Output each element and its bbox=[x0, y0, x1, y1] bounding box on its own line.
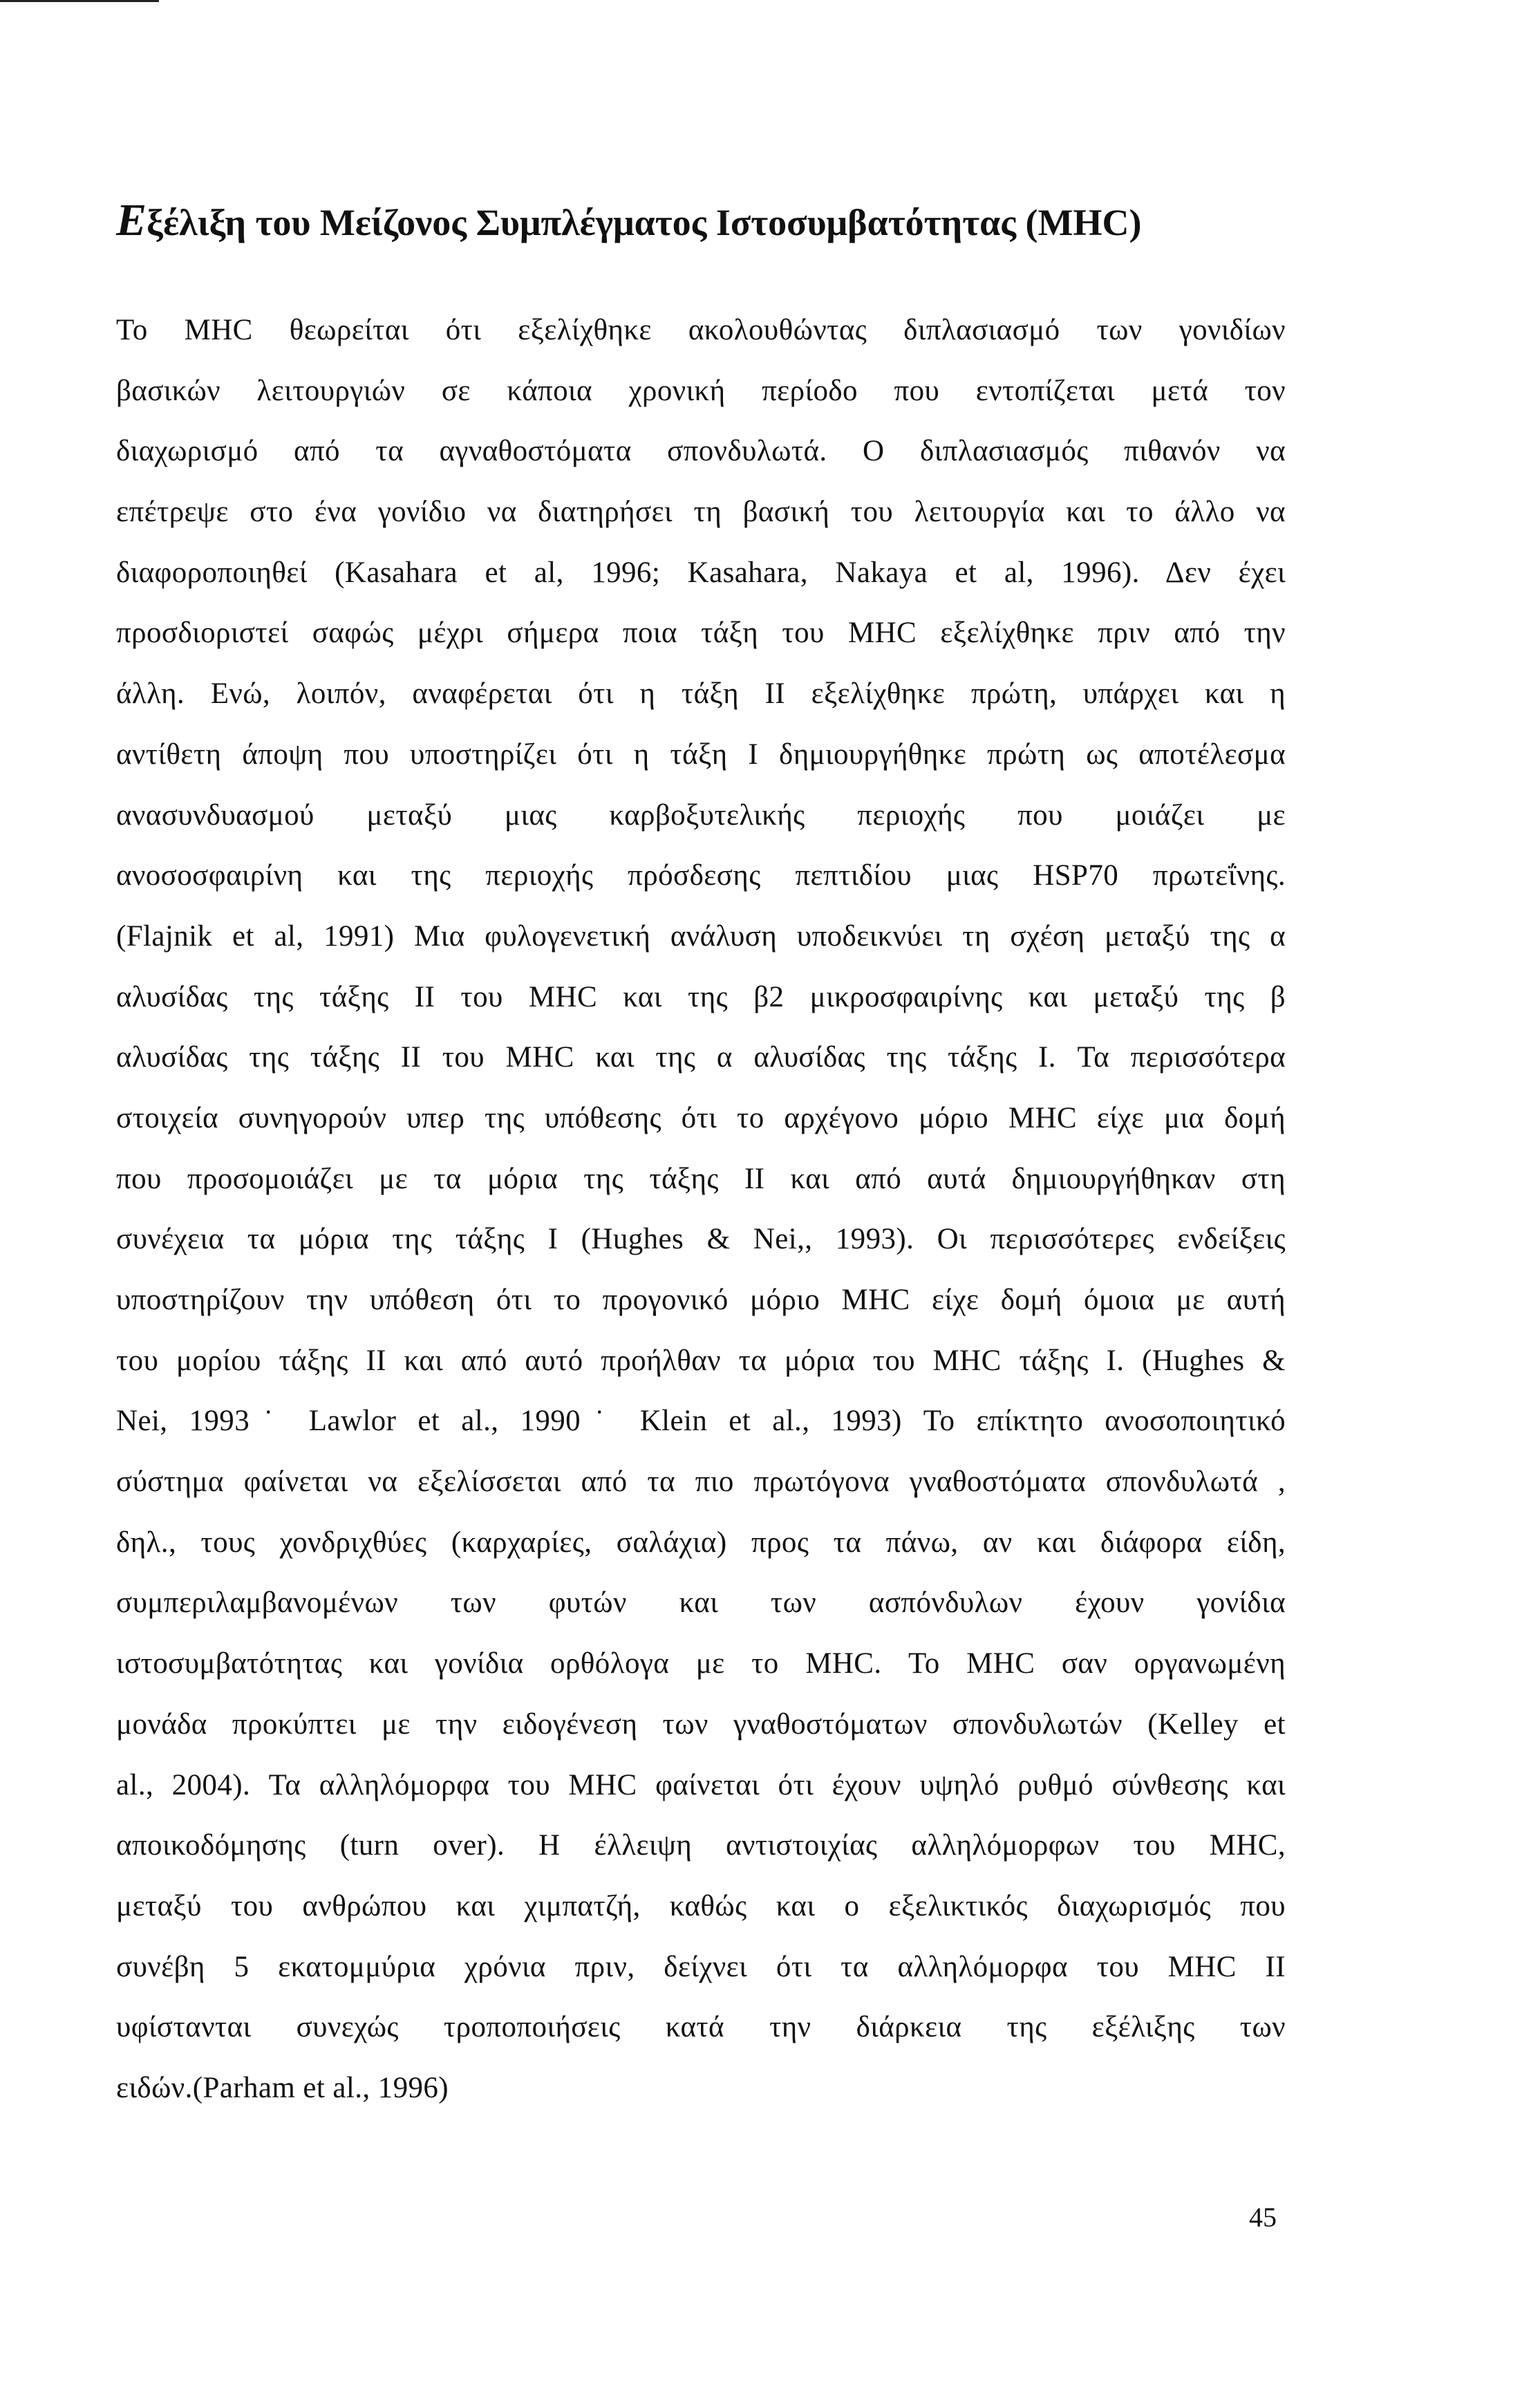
body-line: συνέχεια τα μόρια της τάξης I (Hughes & Nei,, 1993). Οι περισσότερες ενδείξεις bbox=[116, 1223, 1286, 1256]
body-line: προσδιοριστεί σαφώς μέχρι σήμερα ποια τάξη του MHC εξελίχθηκε πριν από την bbox=[116, 617, 1286, 650]
body-line: al., 2004). Τα αλληλόμορφα του MHC φαίνεται ότι έχουν υψηλό ρυθμό σύνθεσης και bbox=[116, 1768, 1286, 1801]
body-line: διαχωρισμό από τα αγναθοστόματα σπονδυλωτά. Ο διπλασιασμός πιθανόν να bbox=[116, 435, 1286, 468]
section-heading bbox=[116, 195, 1142, 245]
body-line: αποικοδόμησης (turn over). Η έλλειψη αντιστοιχίας αλληλόμορφων του MHC, bbox=[116, 1829, 1286, 1862]
page-number: 45 bbox=[1249, 2202, 1277, 2233]
body-line: Το ΜΗC θεωρείται ότι εξελίχθηκε ακολουθώντας διπλασιασμό των γονιδίων bbox=[116, 314, 1286, 346]
body-line: αλυσίδας της τάξης II του MHC και της β2 μικροσφαιρίνης και μεταξύ της β bbox=[116, 980, 1286, 1013]
body-line: μεταξύ του ανθρώπου και χιμπατζή, καθώς και ο εξελικτικός διαχωρισμός που bbox=[116, 1889, 1286, 1922]
body-line: διαφοροποιηθεί (Kasahara et al, 1996; Kasahara, Nakaya et al, 1996). Δεν έχει bbox=[116, 556, 1286, 589]
body-line: ειδών.(Parham et al., 1996) bbox=[116, 2071, 449, 2104]
body-line: αντίθετη άποψη που υποστηρίζει ότι η τάξη I δημιουργήθηκε πρώτη ως αποτέλεσμα bbox=[116, 738, 1286, 771]
body-line: αλυσίδας της τάξης II του MHC και της α αλυσίδας της τάξης I. Τα περισσότερα bbox=[116, 1041, 1286, 1074]
heading-initial: Ε bbox=[116, 195, 147, 245]
body-line: υφίστανται συνεχώς τροποποιήσεις κατά την διάρκεια της εξέλιξης των bbox=[116, 2011, 1286, 2044]
body-line: σύστημα φαίνεται να εξελίσσεται από τα πιο πρωτόγονα γναθοστόματα σπονδυλωτά , bbox=[116, 1465, 1286, 1499]
heading-text: ξέλιξη του Μείζονος Συμπλέγματος Ιστοσυμβατότητας (MHC) bbox=[147, 202, 1142, 243]
body-line: δηλ., τους χονδριχθύες (καρχαρίες, σαλάχια) προς τα πάνω, αν και διάφορα είδη, bbox=[116, 1526, 1286, 1559]
body-line: μονάδα προκύπτει με την ειδογένεση των γναθοστόματων σπονδυλωτών (Kelley et bbox=[116, 1707, 1286, 1741]
body-line: του μορίου τάξης II και από αυτό προήλθαν τα μόρια του MHC τάξης I. (Hughes & bbox=[116, 1344, 1286, 1377]
body-line: Nei, 1993˙ Lawlor et al., 1990˙ Klein et al., 1993) Το επίκτητο ανοσοποιητικό bbox=[116, 1405, 1286, 1438]
body-line: άλλη. Ενώ, λοιπόν, αναφέρεται ότι η τάξη II εξελίχθηκε πρώτη, υπάρχει και η bbox=[116, 677, 1286, 711]
body-line: βασικών λειτουργιών σε κάποια χρονική περίοδο που εντοπίζεται μετά τον bbox=[116, 374, 1286, 407]
body-line: συμπεριλαμβανομένων των φυτών και των ασπόνδυλων έχουν γονίδια bbox=[116, 1586, 1286, 1620]
body-line: στοιχεία συνηγορούν υπερ της υπόθεσης ότι το αρχέγονο μόριο MHC είχε μια δομή bbox=[116, 1101, 1286, 1134]
body-line: ιστοσυμβατότητας και γονίδια ορθόλογα με το MHC. Το MHC σαν οργανωμένη bbox=[116, 1647, 1286, 1680]
top-rule bbox=[0, 0, 159, 2]
body-paragraph bbox=[116, 310, 1286, 2128]
body-line: συνέβη 5 εκατομμύρια χρόνια πριν, δείχνει ότι τα αλληλόμορφα του MHC II bbox=[116, 1950, 1286, 1983]
body-line: που προσομοιάζει με τα μόρια της τάξης II και από αυτά δημιουργήθηκαν στη bbox=[116, 1162, 1286, 1195]
body-line: επέτρεψε στο ένα γονίδιο να διατηρήσει τη βασική του λειτουργία και το άλλο να bbox=[116, 496, 1286, 529]
body-line: (Flajnik et al, 1991) Μια φυλογενετική ανάλυση υποδεικνύει τη σχέση μεταξύ της α bbox=[116, 919, 1286, 953]
body-line: ανοσοσφαιρίνη και της περιοχής πρόσδεσης πεπτιδίου μιας HSP70 πρωτεΐνης. bbox=[116, 859, 1286, 892]
body-line: υποστηρίζουν την υπόθεση ότι το προγονικό μόριο MHC είχε δομή όμοια με αυτή bbox=[116, 1284, 1286, 1316]
body-line: ανασυνδυασμού μεταξύ μιας καρβοξυτελικής περιοχής που μοιάζει με bbox=[116, 798, 1286, 832]
